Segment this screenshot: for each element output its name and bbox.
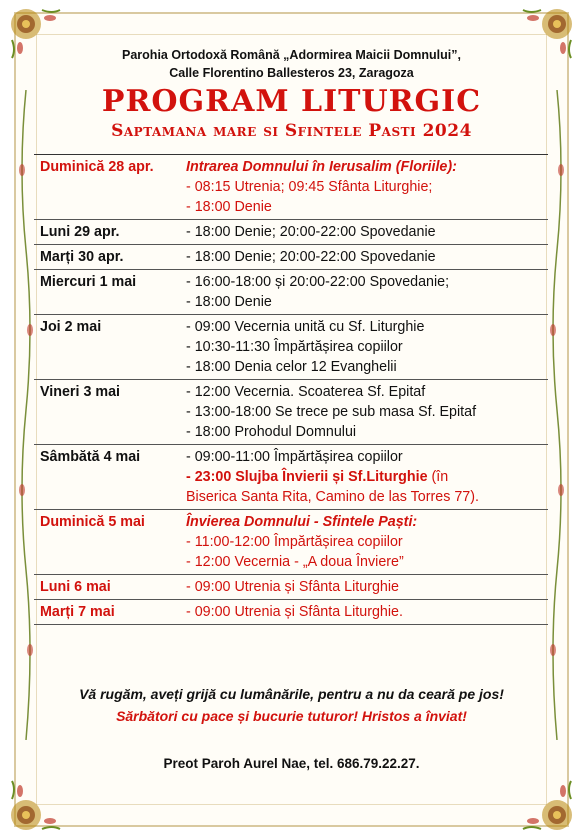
schedule-events <box>180 220 548 245</box>
schedule-row <box>34 220 548 245</box>
event-line: - 16:00-18:00 și 20:00-22:00 Spovedanie; <box>186 274 450 290</box>
event-line: - 09:00 Vecernia unită cu Sf. Liturghie <box>186 319 425 335</box>
corner-ornament-icon <box>2 777 64 839</box>
resurrection-service: - 23:00 Slujba Învierii și Sf.Liturghie <box>186 469 428 485</box>
schedule-events <box>180 155 548 220</box>
event-line: - 18:00 Denia celor 12 Evanghelii <box>186 359 397 375</box>
event-line: - 09:00-11:00 Împărtășirea copiilor <box>186 449 403 465</box>
schedule-row <box>34 380 548 445</box>
schedule-table <box>34 154 548 625</box>
candle-notice: Vă rugăm, aveți grijă cu lumânările, pentru a nu da ceară pe jos! <box>79 686 504 702</box>
schedule-events <box>180 575 548 600</box>
schedule-events <box>180 445 548 510</box>
schedule-day: Vineri 3 mai <box>40 384 121 400</box>
schedule-day: Duminică 28 apr. <box>40 159 154 175</box>
parish-name: Parohia Ortodoxă Română „Adormirea Maicii Domnului”, <box>122 48 461 62</box>
schedule-row <box>34 155 548 220</box>
left-vine-ornament-icon <box>16 90 36 740</box>
schedule-events <box>180 380 548 445</box>
event-line: Biserica Santa Rita, Camino de las Torres 77). <box>186 489 479 505</box>
event-line: - 18:00 Denie; 20:00-22:00 Spovedanie <box>186 249 436 265</box>
schedule-day: Luni 6 mai <box>40 579 111 595</box>
schedule-day: Sâmbătă 4 mai <box>40 449 141 465</box>
event-line: - 12:00 Vecernia. Scoaterea Sf. Epitaf <box>186 384 426 400</box>
schedule-events <box>180 245 548 270</box>
schedule-events <box>180 600 548 625</box>
schedule-events <box>180 510 548 575</box>
event-line: - 12:00 Vecernia - „A doua Înviere” <box>186 554 404 570</box>
event-line: - 18:00 Prohodul Domnului <box>186 424 357 440</box>
page-subtitle: Saptamana mare si Sfintele Pasti 2024 <box>111 121 472 141</box>
event-line: - 10:30-11:30 Împărtășirea copiilor <box>186 339 403 355</box>
event-line: - 18:00 Denie; 20:00-22:00 Spovedanie <box>186 224 436 240</box>
schedule-events <box>180 315 548 380</box>
event-line: - 13:00-18:00 Se trece pe sub masa Sf. Epitaf <box>186 404 477 420</box>
schedule-day: Luni 29 apr. <box>40 224 120 240</box>
schedule-day: Duminică 5 mai <box>40 514 145 530</box>
corner-ornament-icon <box>519 777 581 839</box>
greeting: Sărbători cu pace și bucurie tuturor! Hristos a înviat! <box>116 708 467 724</box>
schedule-row <box>34 245 548 270</box>
event-line: - 18:00 Denie <box>186 199 272 215</box>
schedule-row <box>34 445 548 510</box>
schedule-day: Joi 2 mai <box>40 319 102 335</box>
event-line: - 09:00 Utrenia și Sfânta Liturghie <box>186 579 399 595</box>
schedule-day: Marți 7 mai <box>40 604 115 620</box>
event-line-highlight <box>186 467 548 487</box>
page-title: PROGRAM LITURGIC <box>101 84 482 119</box>
event-line: - 18:00 Denie <box>186 294 272 310</box>
schedule-events <box>180 270 548 315</box>
schedule-row <box>34 600 548 625</box>
priest-contact: Preot Paroh Aurel Nae, tel. 686.79.22.27. <box>163 756 420 771</box>
schedule-row <box>34 315 548 380</box>
location-prefix: (în <box>431 469 449 485</box>
schedule-row <box>34 510 548 575</box>
event-line: Învierea Domnului - Sfintele Paști: <box>186 514 418 530</box>
event-line: - 11:00-12:00 Împărtășirea copiilor <box>186 534 403 550</box>
schedule-row <box>34 270 548 315</box>
parish-address: Calle Florentino Ballesteros 23, Zaragoza <box>169 66 414 80</box>
schedule-day: Miercuri 1 mai <box>40 274 137 290</box>
event-line: - 09:00 Utrenia și Sfânta Liturghie. <box>186 604 403 620</box>
event-line: Intrarea Domnului în Ierusalim (Floriile): <box>186 159 457 175</box>
right-vine-ornament-icon <box>547 90 567 740</box>
schedule-day: Marți 30 apr. <box>40 249 124 265</box>
schedule-row <box>34 575 548 600</box>
event-line: - 08:15 Utrenia; 09:45 Sfânta Liturghie; <box>186 179 433 195</box>
